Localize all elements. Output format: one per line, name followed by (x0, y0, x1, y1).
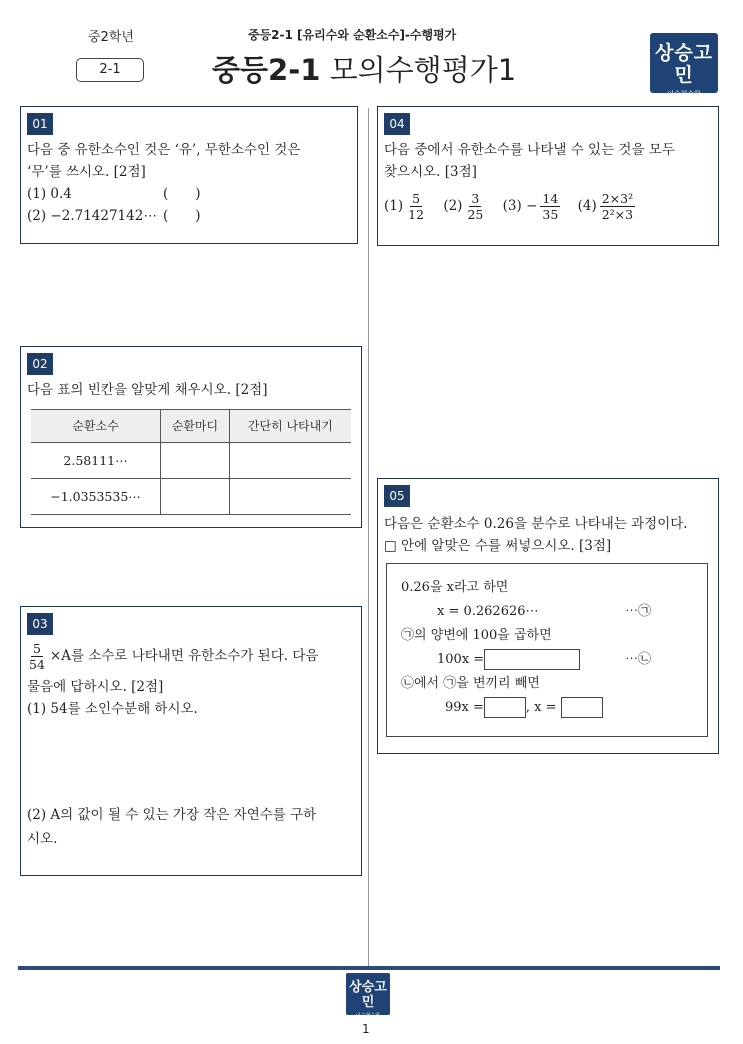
answer-blank[interactable] (484, 697, 526, 718)
choice-row (384, 191, 712, 222)
question-text: ‘무’를 쓰시오. [2점] (27, 164, 146, 180)
footer-logo (346, 973, 390, 1019)
table-row (31, 443, 351, 479)
question-03 (20, 606, 362, 876)
process-step: 0.26을 x라고 하면 (401, 580, 509, 595)
question-05 (377, 478, 719, 754)
question-number: 04 (384, 113, 410, 135)
question-text: 다음 표의 빈칸을 알맞게 채우시오. [2점] (27, 382, 268, 398)
footer-rule (18, 966, 720, 970)
table-header: 순환소수 (31, 410, 161, 443)
column-divider (368, 108, 369, 966)
question-text: 다음 중 유한소수인 것은 ‘유’, 무한소수인 것은 (27, 142, 301, 158)
logo-text: 상승고민 (654, 42, 714, 86)
question-text: 다음 중에서 유한소수를 나타낼 수 있는 것을 모두 (384, 142, 675, 158)
brand-logo (650, 33, 718, 98)
equation-mark: ⋯㉠ (625, 604, 652, 619)
process-step: ㉠의 양변에 100을 곱하면 (401, 628, 552, 643)
solution-process-box (386, 563, 708, 737)
equation-mark: ⋯㉡ (625, 652, 652, 667)
logo-text: 상승고민 (349, 980, 387, 1010)
sub-question: (1) 54를 소인수분해 하시오. (27, 701, 198, 717)
exam-code-badge: 2-1 (76, 58, 144, 82)
process-step: x = 0.262626⋯ ⋯㉠ (401, 600, 707, 624)
question-number: 03 (27, 613, 53, 635)
answer-cell[interactable] (161, 443, 230, 479)
table-cell: −1.0353535⋯ (31, 479, 161, 515)
sub-question: (2) A의 값이 될 수 있는 가장 작은 자연수를 구하 (27, 807, 317, 823)
page-number: 1 (362, 1022, 370, 1036)
exam-subtitle: 중등2-1 [유리수와 순환소수]-수행평가 (248, 28, 457, 42)
table-row (31, 479, 351, 515)
question-text: $\frac{5}{54}$ ×A를 소수로 나타내면 유한소수가 된다. 다음 (29, 641, 319, 672)
question-01 (20, 106, 358, 244)
table-header: 간단히 나타내기 (229, 410, 351, 443)
table-cell: 2.58111⋯ (31, 443, 161, 479)
choice-4: (4) $\frac{\text{2×3²}}{\text{2²×3}}$ (577, 191, 634, 222)
question-text: 물음에 답하시오. [2점] (27, 679, 164, 695)
question-04 (377, 106, 719, 246)
question-number: 01 (27, 113, 53, 135)
sub-question: 시오. (27, 831, 58, 847)
grade-label: 중2학년 (88, 30, 134, 45)
sub-item: (2) −2.71427142⋯ ( ) (27, 208, 201, 224)
answer-blank[interactable] (561, 697, 603, 718)
answer-cell[interactable] (229, 479, 351, 515)
question-number: 05 (384, 485, 410, 507)
process-step: 100x = ⋯㉡ (401, 648, 707, 672)
question-number: 02 (27, 353, 53, 375)
answer-table (31, 409, 351, 515)
choice-3: (3) − $\frac{14}{35}$ (502, 191, 559, 222)
page-title (212, 48, 516, 89)
answer-blank[interactable] (484, 649, 580, 670)
title-rest: 모의수행평가1 (320, 53, 517, 87)
answer-paren[interactable]: ( ) (163, 208, 201, 224)
answer-paren[interactable]: ( ) (163, 186, 201, 202)
question-02 (20, 346, 362, 528)
fraction: $\frac{5}{54}$ (29, 641, 45, 672)
answer-cell[interactable] (229, 443, 351, 479)
logo-caption: 이승현수학 (667, 90, 701, 98)
table-header: 순환마디 (161, 410, 230, 443)
question-text: 찾으시오. [3점] (384, 164, 477, 180)
logo-caption: 이승현수학 (355, 1013, 381, 1019)
sub-item: (1) 0.4 ( ) (27, 186, 201, 202)
question-text: 다음은 순환소수 0.26을 분수로 나타내는 과정이다. (384, 516, 688, 532)
answer-cell[interactable] (161, 479, 230, 515)
process-step: 99x = , x = (401, 696, 707, 720)
title-bold: 중등2-1 (212, 53, 321, 87)
question-text: □ 안에 알맞은 수를 써넣으시오. [3점] (384, 538, 612, 554)
choice-1: (1) $\frac{5}{12}$ (384, 191, 425, 222)
choice-2: (2) $\frac{3}{25}$ (443, 191, 484, 222)
process-step: ㉡에서 ㉠을 변끼리 빼면 (401, 676, 540, 691)
